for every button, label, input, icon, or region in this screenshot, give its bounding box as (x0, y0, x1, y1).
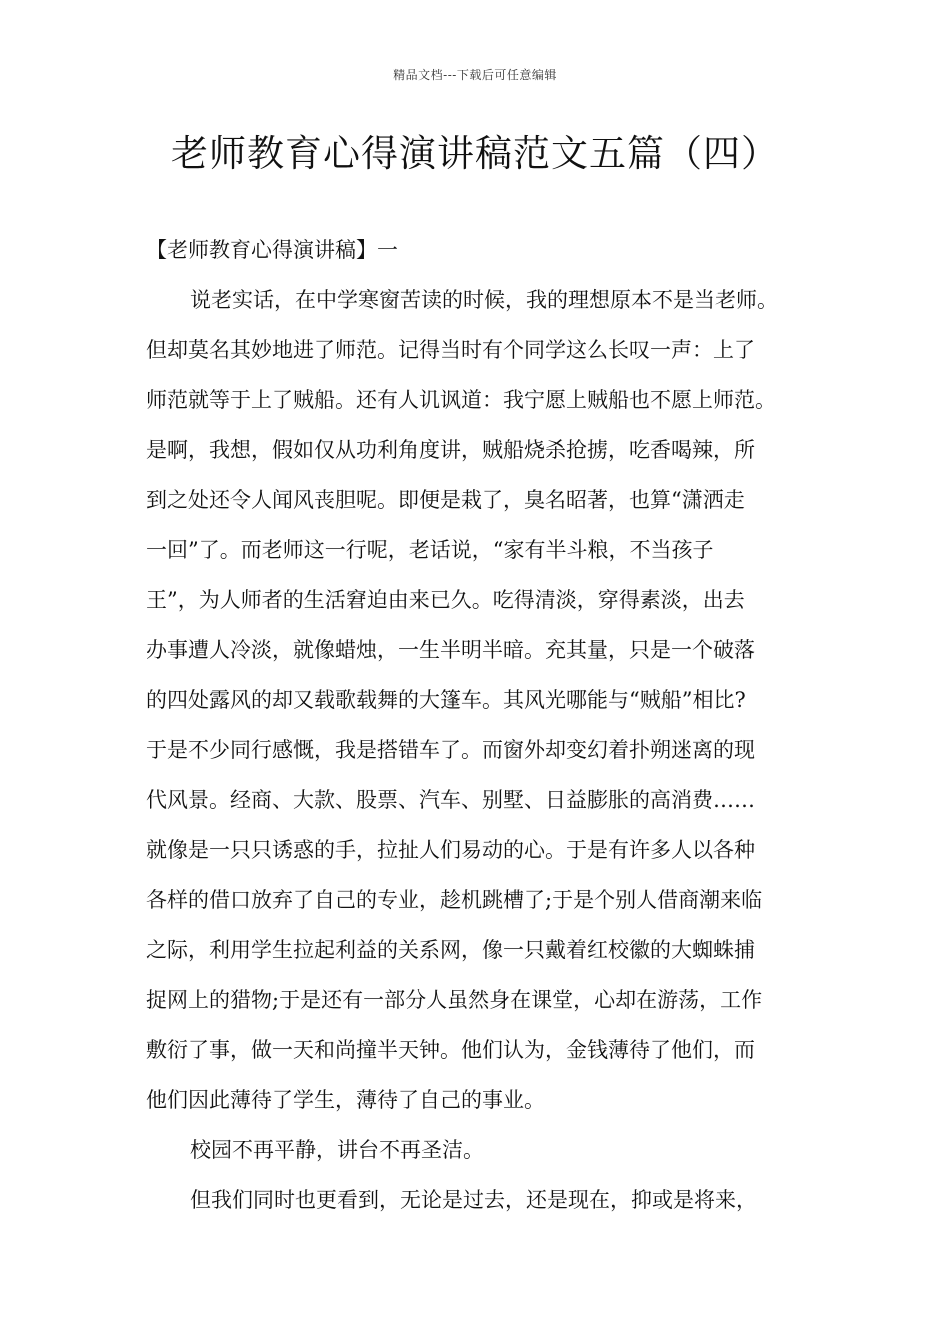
paragraph-line: 师范就等于上了贼船。还有人讥讽道：我宁愿上贼船也不愿上师范。 (146, 388, 776, 412)
paragraph-line: 之际，利用学生拉起利益的关系网，像一只戴着红校徽的大蜘蛛捕 (146, 938, 755, 962)
paragraph-line: 各样的借口放弃了自己的专业，趁机跳槽了;于是个别人借商潮来临 (146, 888, 763, 912)
paragraph-line: 但却莫名其妙地进了师范。记得当时有个同学这么长叹一声：上了 (146, 338, 755, 362)
section-heading: 【老师教育心得演讲稿】一 (146, 238, 398, 262)
page-header-note: 精品文档---下载后可任意编辑 (393, 68, 557, 82)
paragraph-line: 到之处还令人闻风丧胆呢。即便是栽了，臭名昭著，也算“潇洒走 (146, 488, 745, 512)
paragraph-line: 代风景。经商、大款、股票、汽车、别墅、日益膨胀的高消费…… (146, 788, 755, 812)
paragraph-line: 敷衍了事，做一天和尚撞半天钟。他们认为，金钱薄待了他们，而 (146, 1038, 755, 1062)
paragraph-line: 说老实话，在中学寒窗苦读的时候，我的理想原本不是当老师。 (190, 288, 778, 312)
paragraph-line: 但我们同时也更看到，无论是过去，还是现在，抑或是将来， (190, 1188, 757, 1212)
paragraph-line: 于是不少同行感慨，我是搭错车了。而窗外却变幻着扑朔迷离的现 (146, 738, 755, 762)
paragraph-line: 他们因此薄待了学生，薄待了自己的事业。 (146, 1088, 545, 1112)
paragraph-line: 办事遭人冷淡，就像蜡烛，一生半明半暗。充其量，只是一个破落 (146, 638, 755, 662)
document-body (146, 280, 826, 1230)
paragraph-line: 的四处露风的却又载歌载舞的大篷车。其风光哪能与“贼船”相比? (146, 688, 746, 712)
paragraph-line: 一回”了。而老师这一行呢，老话说，“家有半斗粮，不当孩子 (146, 538, 714, 562)
paragraph-line: 捉网上的猎物;于是还有一部分人虽然身在课堂，心却在游荡，工作 (146, 988, 763, 1012)
paragraph-line: 王”，为人师者的生活窘迫由来已久。吃得清淡，穿得素淡，出去 (146, 588, 745, 612)
paragraph-line: 是啊，我想，假如仅从功利角度讲，贼船烧杀抢掳，吃香喝辣，所 (146, 438, 755, 462)
paragraph-line: 就像是一只只诱惑的手，拉扯人们易动的心。于是有许多人以各种 (146, 838, 755, 862)
paragraph-line: 校园不再平静，讲台不再圣洁。 (190, 1138, 484, 1162)
document-title: 老师教育心得演讲稿范文五篇（四） (171, 132, 779, 175)
